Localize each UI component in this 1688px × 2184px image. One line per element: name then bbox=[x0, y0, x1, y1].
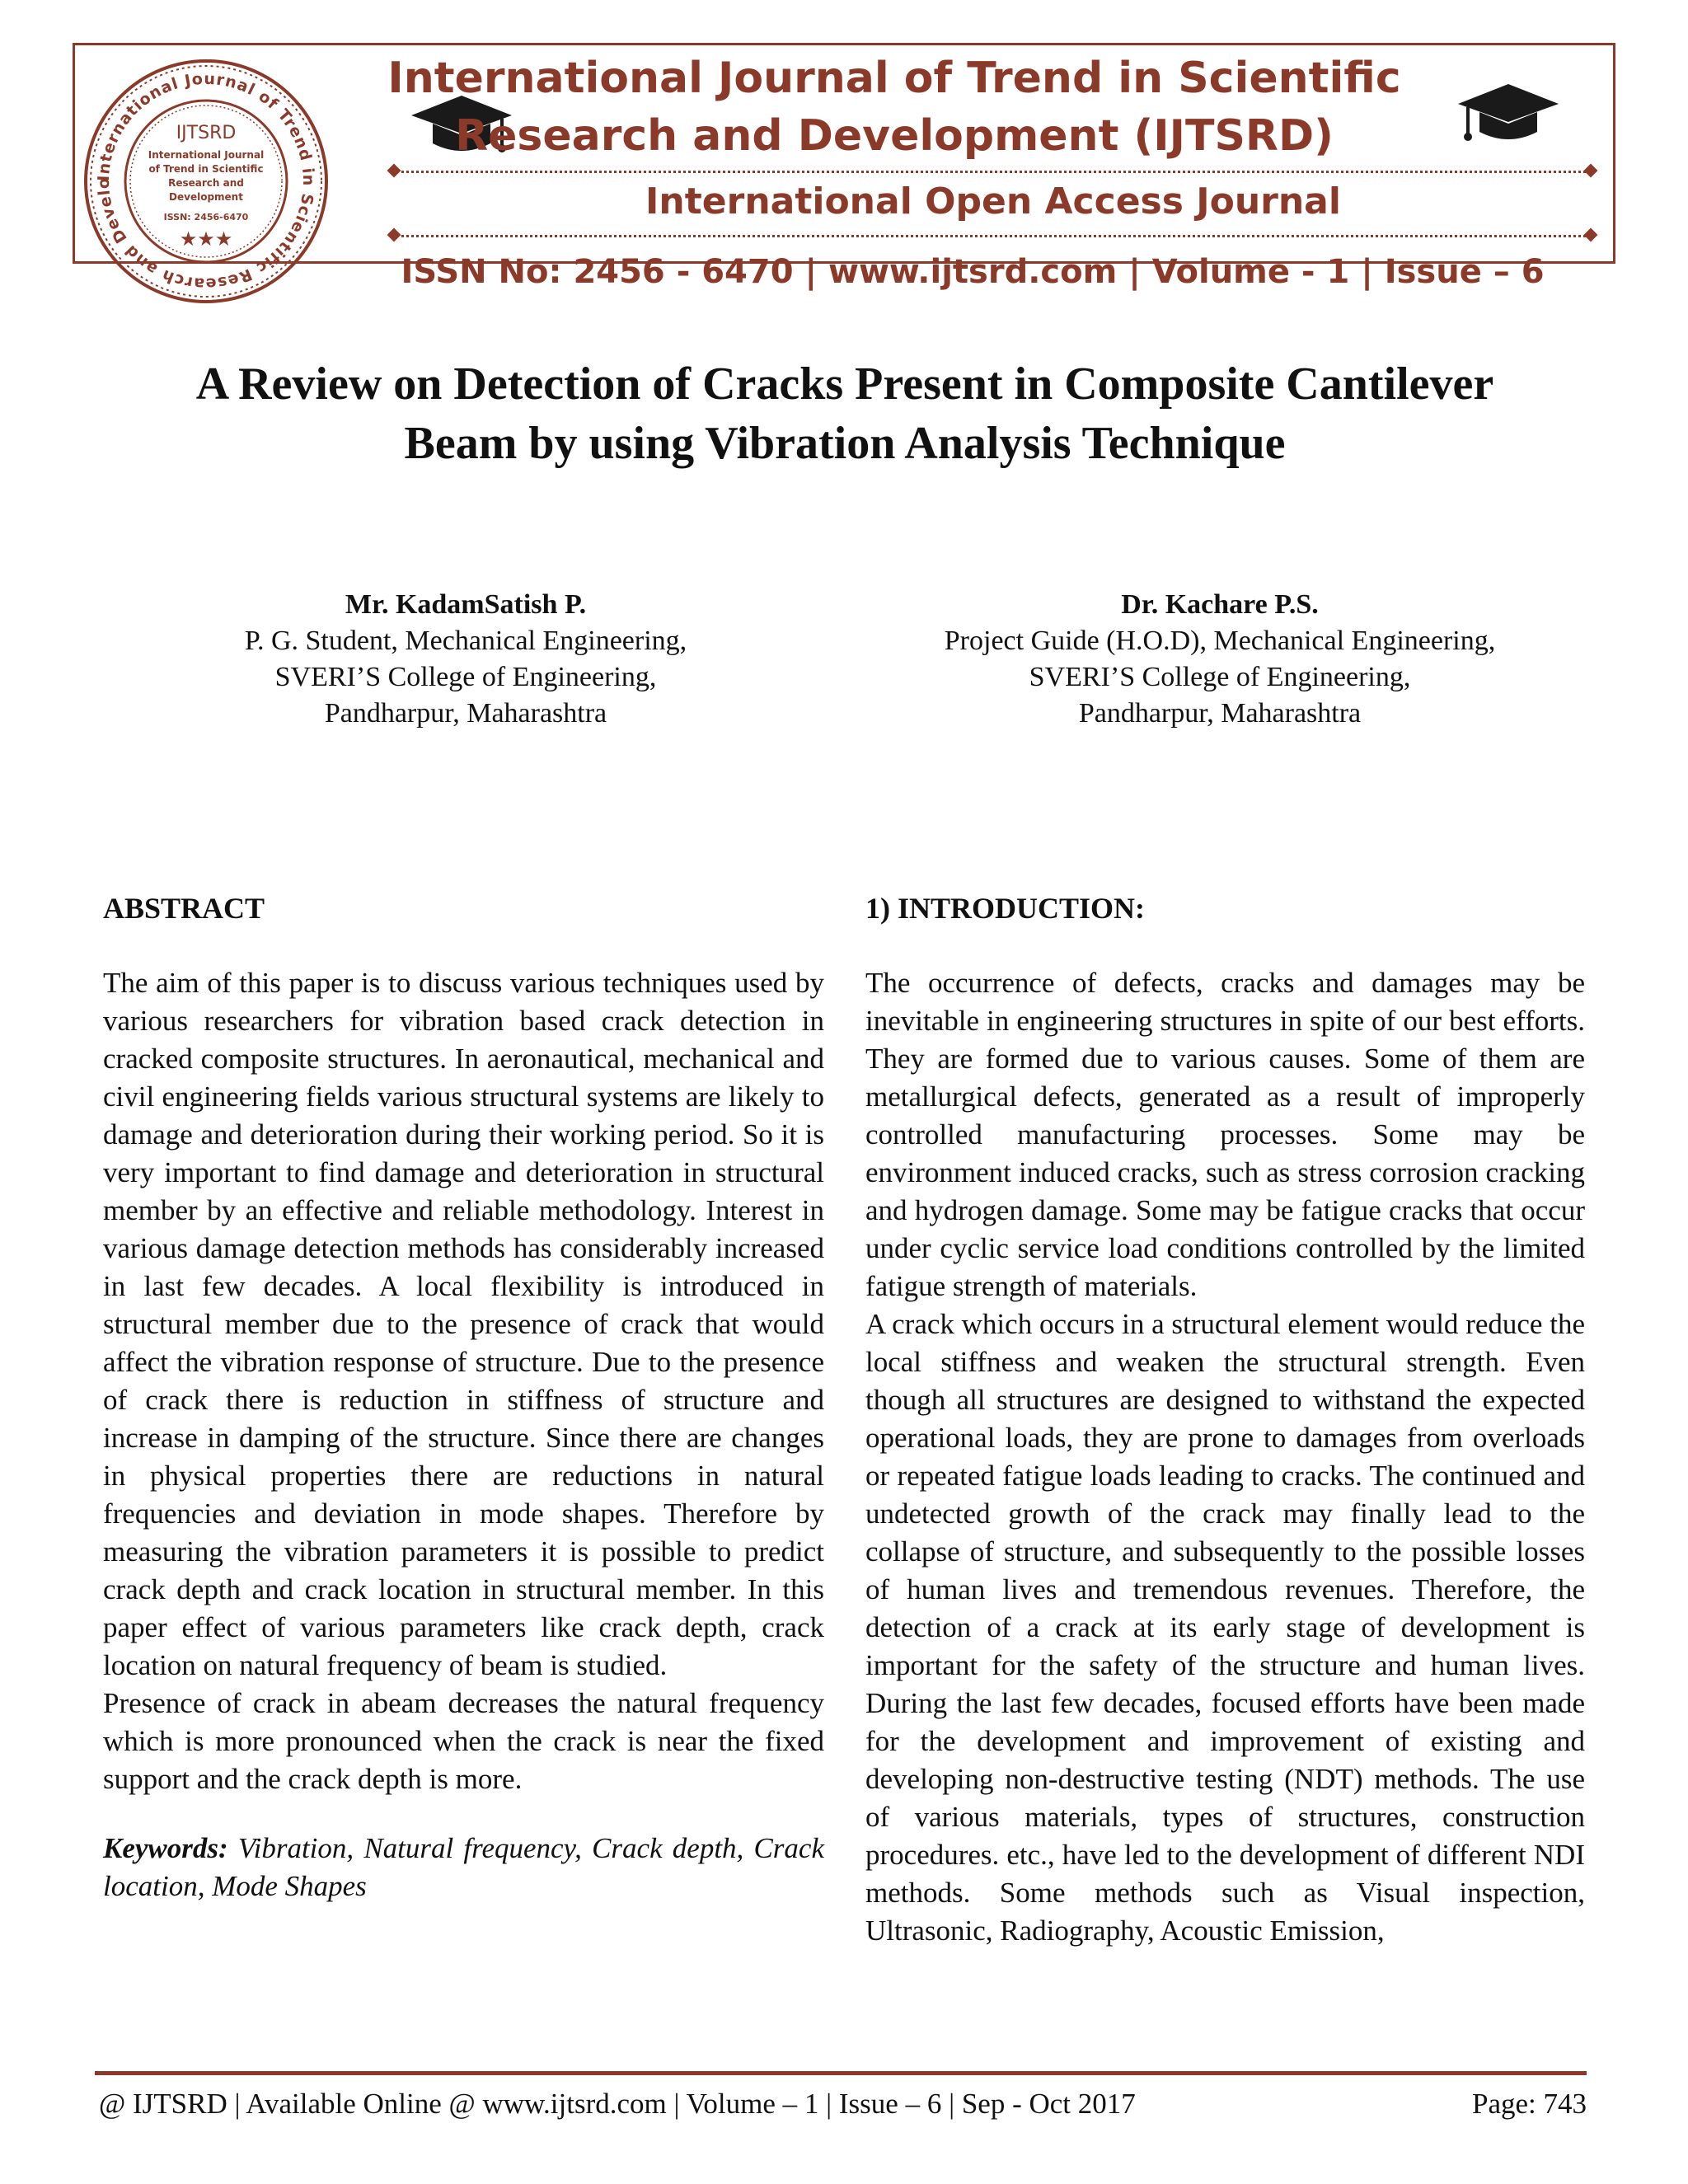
graduation-cap-icon bbox=[1455, 81, 1562, 147]
author-block bbox=[890, 587, 1550, 732]
introduction-column bbox=[865, 964, 1585, 1950]
svg-text:Development: Development bbox=[169, 191, 243, 203]
svg-text:Research and: Research and bbox=[168, 177, 244, 189]
introduction-paragraph: The occurrence of defects, cracks and damages may be inevitable in engineering structures in spite of our best efforts. They are formed due to various causes. Some of them are metallurgical defects, generated as a result of improperly controlled manufacturing processes. Some may be environment induced cracks, such as stress corrosion cracking and hydrogen damage. Some may be fatigue cracks that occur under cyclic service load conditions controlled by the limited fatigue strength of materials. bbox=[865, 967, 1585, 1302]
author-affiliation-line: Project Guide (H.O.D), Mechanical Engineering, bbox=[944, 626, 1496, 656]
paper-title bbox=[99, 354, 1591, 473]
abstract-paragraph: Presence of crack in abeam decreases the natural frequency which is more pronounced when the crack is near the fixed support and the crack depth is more. bbox=[103, 1687, 824, 1795]
author-affiliation-line: SVERI’S College of Engineering, bbox=[274, 662, 657, 692]
author-name: Mr. KadamSatish P. bbox=[345, 589, 587, 620]
seal-graphic bbox=[82, 58, 330, 305]
journal-subtitle: International Open Access Journal bbox=[645, 180, 1341, 223]
dotted-divider bbox=[396, 235, 1591, 237]
svg-text:International Journal: International Journal bbox=[148, 149, 265, 161]
author-affiliation-line: Pandharpur, Maharashtra bbox=[1078, 698, 1362, 729]
svg-text:International Journal of Trend: International Journal of Trend in Scientific Research and Develo bbox=[94, 69, 318, 293]
issn-line: ISSN No: 2456 - 6470 | www.ijtsrd.com | Volume - 1 | Issue – 6 bbox=[401, 253, 1545, 291]
journal-title-line2: Research and Development (IJTSRD) bbox=[455, 111, 1334, 161]
author-affiliation-line: Pandharpur, Maharashtra bbox=[324, 698, 607, 729]
footer-divider bbox=[95, 2071, 1587, 2075]
journal-title-line1: International Journal of Trend in Scientific bbox=[387, 54, 1401, 103]
author-block bbox=[124, 587, 808, 732]
journal-seal-logo bbox=[82, 58, 330, 305]
keywords-text: Vibration, Natural frequency, Crack depth, Crack location, Mode Shapes bbox=[103, 1832, 824, 1902]
author-affiliation-line: SVERI’S College of Engineering, bbox=[1029, 662, 1411, 692]
svg-text:ISSN: 2456-6470: ISSN: 2456-6470 bbox=[163, 212, 249, 223]
abstract-column bbox=[103, 964, 824, 1905]
keywords bbox=[103, 1830, 824, 1905]
author-name: Dr. Kachare P.S. bbox=[1121, 589, 1319, 620]
abstract-paragraph: The aim of this paper is to discuss various techniques used by various researchers for vibration based crack detection in cracked composite structures. In aeronautical, mechanical and civil engineering fields various structural systems are likely to damage and deterioration during their working period. So it is very important to find damage and deterioration in structural member by an effective and reliable methodology. Interest in various damage detection methods has considerably increased in last few decades. A local flexibility is introduced in structural member due to the presence of crack that would affect the vibration response of structure. Due to the presence of crack there is reduction in stiffness of structure and increase in damping of the structure. Since there are changes in physical properties there are reductions in natural frequencies and deviation in mode shapes. Therefore by measuring the vibration parameters it is possible to predict crack depth and crack location in structural member. In this paper effect of various parameters like crack depth, crack location on natural frequency of beam is studied. bbox=[103, 967, 824, 1681]
svg-text:of Trend in Scientific: of Trend in Scientific bbox=[148, 163, 264, 175]
svg-text:★★★: ★★★ bbox=[179, 227, 233, 251]
abstract-heading: ABSTRACT bbox=[103, 892, 265, 925]
dotted-divider bbox=[396, 171, 1591, 173]
page-number: Page: 743 bbox=[1471, 2088, 1587, 2120]
svg-text:IJTSRD: IJTSRD bbox=[176, 123, 237, 143]
keywords-label: Keywords: bbox=[103, 1832, 228, 1864]
author-affiliation-line: P. G. Student, Mechanical Engineering, bbox=[244, 626, 687, 656]
journal-title bbox=[354, 49, 1434, 165]
paper-title-line2: Beam by using Vibration Analysis Technique bbox=[404, 418, 1286, 469]
introduction-heading: 1) INTRODUCTION: bbox=[865, 892, 1146, 925]
introduction-paragraph: A crack which occurs in a structural element would reduce the local stiffness and weaken the structural strength. Even though all structures are designed to withstand the expected operational loads, they are prone to damages from overloads or repeated fatigue loads leading to cracks. The continued and undetected growth of the crack may finally lead to the collapse of structure, and subsequently to the possible losses of human lives and tremendous revenues. Therefore, the detection of a crack at its early stage of development is important for the safety of the structure and human lives. During the last few decades, focused efforts have been made for the development and improvement of existing and developing non-destructive testing (NDT) methods. The use of various materials, types of structures, construction procedures. etc., have led to the development of different NDI methods. Some methods such as Visual inspection, Ultrasonic, Radiography, Acoustic Emission, bbox=[865, 1308, 1585, 1947]
paper-title-line1: A Review on Detection of Cracks Present in Composite Cantilever bbox=[195, 359, 1494, 410]
footer-citation: @ IJTSRD | Available Online @ www.ijtsrd.com | Volume – 1 | Issue – 6 | Sep - Oct 2017 bbox=[99, 2088, 1136, 2120]
